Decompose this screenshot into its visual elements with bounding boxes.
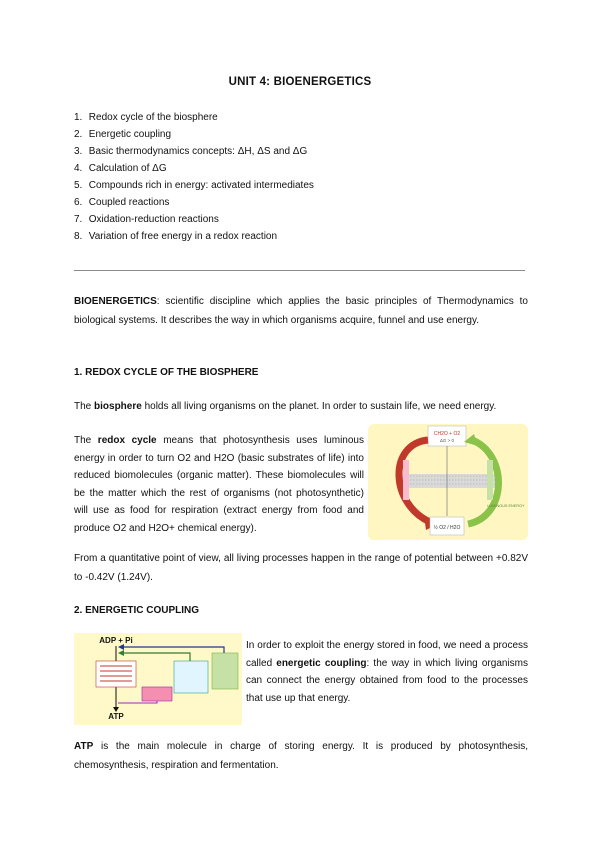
- redox-cycle-paragraph: The redox cycle means that photosynthesis uses luminous energy in order to turn O2 and H2O (basic substrates of life) into reduced biomolecules (organic matter). These biomolecules will be the matter which the rest of organisms (not photosynthetic) will use as food for respiration (extract energy from food and produce O2 and H2O+ chemical energy).: [74, 435, 364, 534]
- document-title: UNIT 4: BIOENERGETICS: [228, 76, 372, 88]
- horizontal-divider: [74, 270, 525, 271]
- atp-paragraph: ATP is the main molecule in charge of storing energy. It is produced by photosynthesis, chemosynthesis, respiration and fermentation.: [74, 741, 528, 771]
- toc-item: 8. Variation of free energy in a redox reaction: [74, 231, 278, 242]
- redox-cycle-figure: [368, 424, 528, 540]
- toc-item: 7. Oxidation-reduction reactions: [74, 214, 219, 225]
- green-box: [212, 653, 238, 689]
- energetic-coupling-figure: [74, 633, 242, 725]
- luminous-energy-label: LUMINOUS ENERGY: [487, 504, 525, 508]
- section1-heading: 1. REDOX CYCLE OF THE BIOSPHERE: [74, 367, 259, 378]
- blue-box: [174, 661, 208, 693]
- toc-item: 5. Compounds rich in energy: activated intermediates: [74, 180, 314, 191]
- right-label-box: [487, 460, 493, 500]
- intro-paragraph: BIOENERGETICS: scientific discipline which applies the basic principles of Thermodynamics to biological systems. It describes the way in which organisms acquire, funnel and use energy.: [74, 296, 528, 326]
- top-box-sublabel: ΔG > 0: [439, 438, 455, 443]
- pink-box: [142, 687, 172, 701]
- biosphere-paragraph: The biosphere holds all living organisms on the planet. In order to sustain life, we need energy.: [74, 401, 497, 412]
- adp-label: ADP + Pi: [99, 636, 133, 645]
- energetic-coupling-paragraph: In order to exploit the energy stored in food, we need a process called energetic coupling: the way in which living organisms can connect the energy obtained from food to the processes that use up that energy.: [246, 640, 528, 704]
- toc-item: 2. Energetic coupling: [74, 129, 172, 140]
- atp-label: ATP: [108, 712, 124, 721]
- top-box-label: CH2O + O2: [433, 431, 461, 437]
- table-of-contents: [74, 111, 314, 247]
- toc-item: 6. Coupled reactions: [74, 197, 170, 208]
- left-label-box: [403, 460, 409, 500]
- potential-range-paragraph: From a quantitative point of view, all living processes happen in the range of potential between +0.82V to -0.42V (1.24V).: [74, 553, 528, 583]
- toc-item: 3. Basic thermodynamics concepts: ΔH, ΔS and ΔG: [74, 146, 308, 157]
- toc-item: 1. Redox cycle of the biosphere: [74, 112, 218, 123]
- bottom-box-label: ½ O2 / H2O: [433, 525, 461, 531]
- toc-item: 4. Calculation of ΔG: [74, 163, 167, 174]
- section2-heading: 2. ENERGETIC COUPLING: [74, 605, 200, 616]
- production-processes-box: [96, 661, 136, 687]
